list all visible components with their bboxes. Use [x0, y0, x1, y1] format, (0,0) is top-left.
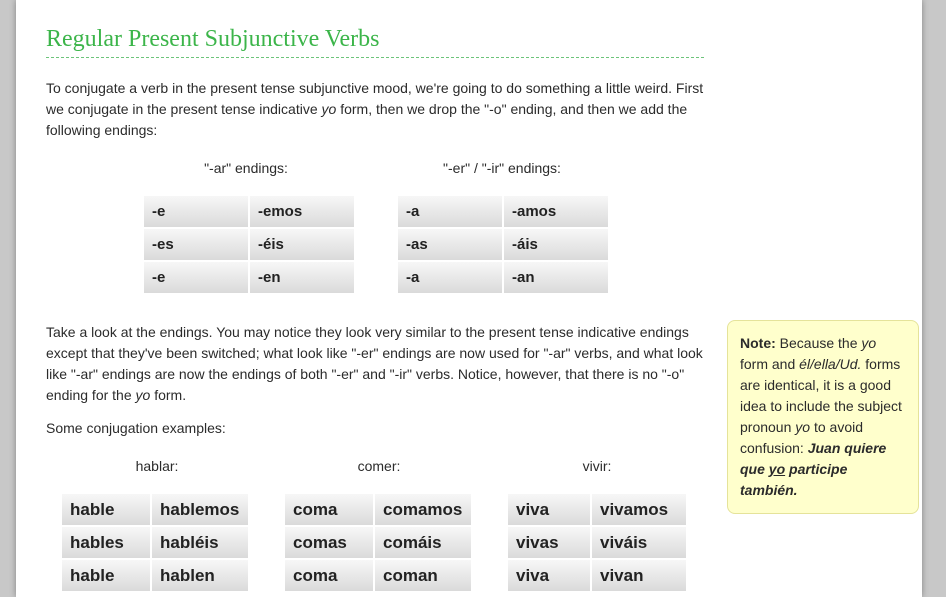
- table-cell: vivan: [592, 560, 686, 591]
- note-text-4: to avoid confusion:: [740, 419, 864, 456]
- table-cell: -e: [144, 262, 248, 293]
- table-row: [144, 196, 354, 227]
- table-cell: -es: [144, 229, 248, 260]
- er-ir-endings-table: [396, 194, 610, 295]
- table-cell: vivas: [508, 527, 590, 558]
- table-row: [144, 262, 354, 293]
- note-lead: Note:: [740, 335, 776, 351]
- ar-endings-table: [142, 194, 356, 295]
- table-cell: hable: [62, 494, 150, 525]
- examples-intro: Some conjugation examples:: [46, 420, 226, 436]
- intro-paragraph: [46, 78, 708, 141]
- table-cell: -a: [398, 262, 502, 293]
- table-cell: comas: [285, 527, 373, 558]
- intro-text-1: To conjugate a verb in the present tense subjunctive mood, we're going to do something a little weird. First we conjugate in the present tense indicative: [46, 80, 704, 117]
- note-yo: yo: [861, 335, 877, 351]
- table-cell: hable: [62, 560, 150, 591]
- table-cell: -e: [144, 196, 248, 227]
- example-label-hablar: hablar:: [135, 458, 179, 474]
- explanation-text-2: form.: [150, 387, 187, 403]
- page-title: Regular Present Subjunctive Verbs: [46, 26, 704, 58]
- table-cell: viváis: [592, 527, 686, 558]
- table-cell: coman: [375, 560, 471, 591]
- note-example-2: participe también.: [740, 461, 848, 498]
- table-cell: -emos: [250, 196, 354, 227]
- example-table-vivir: [506, 492, 688, 593]
- table-row: [398, 229, 608, 260]
- table-cell: -en: [250, 262, 354, 293]
- table-cell: vivamos: [592, 494, 686, 525]
- table-cell: viva: [508, 494, 590, 525]
- example-table-comer: [283, 492, 473, 593]
- example-label-comer: comer:: [357, 458, 401, 474]
- explanation-paragraph: [46, 322, 708, 406]
- note-box: [727, 320, 919, 514]
- content-page: [16, 0, 922, 597]
- table-cell: comamos: [375, 494, 471, 525]
- table-cell: -a: [398, 196, 502, 227]
- table-row: [285, 560, 471, 591]
- table-row: [285, 494, 471, 525]
- table-cell: -an: [504, 262, 608, 293]
- note-text-1: Because the: [775, 335, 862, 351]
- note-example-yo: yo: [768, 461, 786, 477]
- note-text-2: form and: [740, 356, 800, 372]
- note-pronoun: él/ella/Ud.: [799, 356, 862, 372]
- table-cell: coma: [285, 494, 373, 525]
- table-row: [285, 527, 471, 558]
- example-table-hablar: [60, 492, 250, 593]
- table-cell: viva: [508, 560, 590, 591]
- table-cell: comáis: [375, 527, 471, 558]
- table-cell: -áis: [504, 229, 608, 260]
- table-row: [144, 229, 354, 260]
- table-cell: -amos: [504, 196, 608, 227]
- table-cell: hablemos: [152, 494, 248, 525]
- table-cell: hablen: [152, 560, 248, 591]
- table-row: [62, 560, 248, 591]
- explanation-yo: yo: [135, 387, 151, 403]
- table-cell: hables: [62, 527, 150, 558]
- table-row: [62, 494, 248, 525]
- table-cell: coma: [285, 560, 373, 591]
- table-row: [508, 494, 686, 525]
- note-example-1: Juan quiere que: [740, 440, 887, 477]
- example-label-vivir: vivir:: [582, 458, 612, 474]
- table-cell: habléis: [152, 527, 248, 558]
- table-row: [508, 560, 686, 591]
- ar-endings-label: "-ar" endings:: [204, 160, 288, 176]
- table-row: [398, 262, 608, 293]
- intro-yo: yo: [321, 101, 337, 117]
- table-row: [62, 527, 248, 558]
- er-ir-endings-label: "-er" / "-ir" endings:: [443, 160, 561, 176]
- explanation-text-1: Take a look at the endings. You may notice they look very similar to the present tense indicative endings except that they've been switched; what look like "-er" endings are now used for "-ar" verbs, and what look like "-ar" endings are now the endings of both "-er" and "-ir" verbs. Notice, however, that there is no "-o" ending for the: [46, 324, 703, 403]
- intro-text-2: form, then we drop the "-o" ending, and then we add the following endings:: [46, 101, 688, 138]
- table-cell: -as: [398, 229, 502, 260]
- note-text-3: forms are identical, it is a good idea to include the subject pronoun: [740, 356, 902, 435]
- table-cell: -éis: [250, 229, 354, 260]
- table-row: [398, 196, 608, 227]
- note-yo-2: yo: [795, 419, 811, 435]
- table-row: [508, 527, 686, 558]
